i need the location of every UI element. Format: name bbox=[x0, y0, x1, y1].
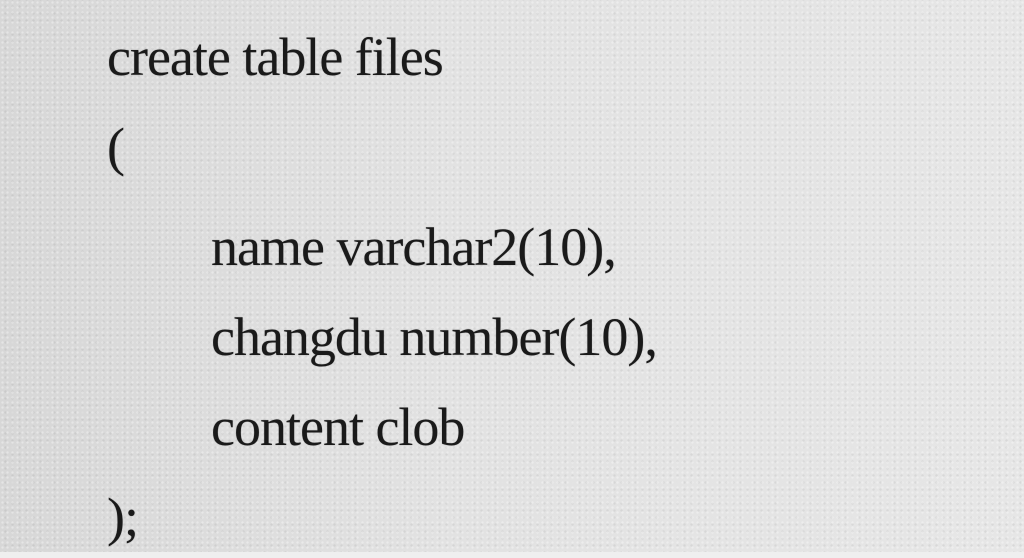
sql-line-column-content: content clob bbox=[211, 397, 465, 457]
sql-line-column-changdu: changdu number(10), bbox=[211, 307, 657, 367]
sql-line-open-paren: ( bbox=[107, 117, 124, 177]
sql-line-column-name: name varchar2(10), bbox=[211, 217, 616, 277]
sql-line-create-table: create table files bbox=[107, 27, 443, 87]
sql-line-close-paren: ); bbox=[107, 487, 138, 547]
